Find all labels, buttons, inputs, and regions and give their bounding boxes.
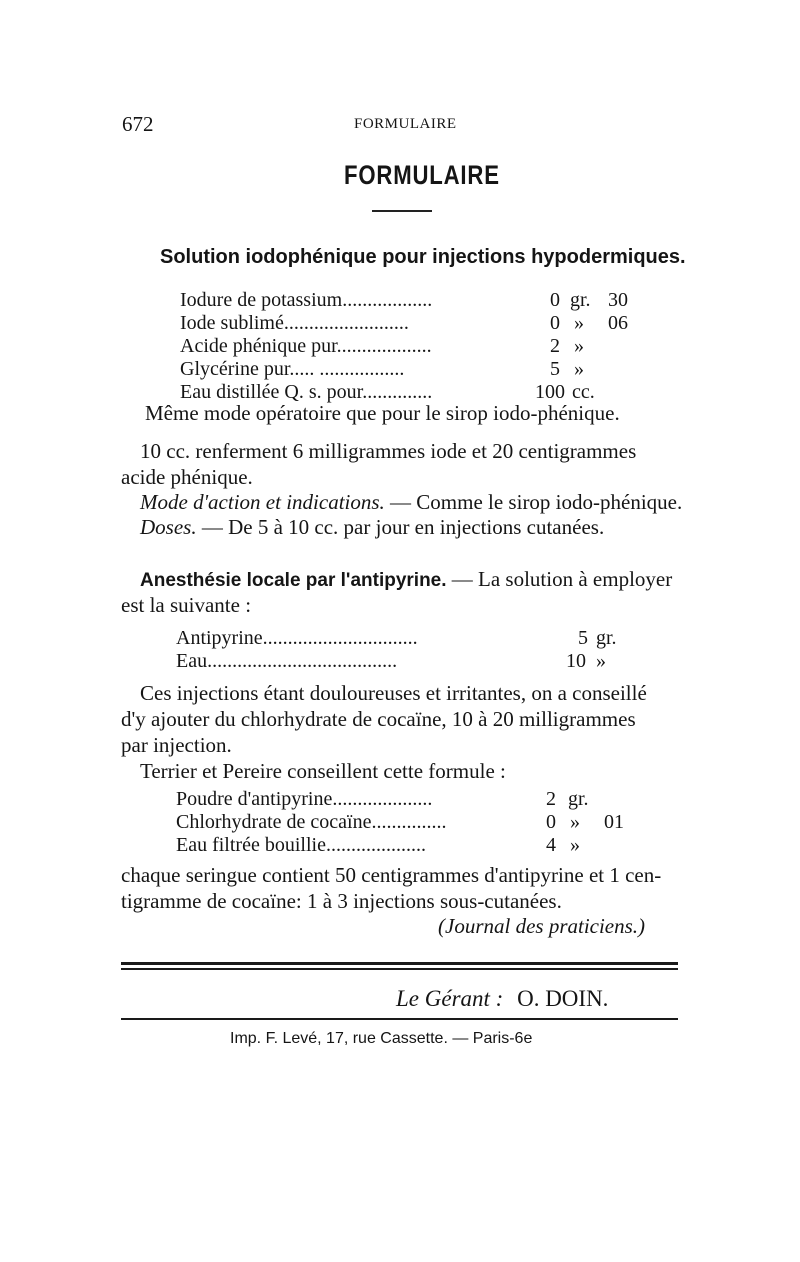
formula-extra: 01 (604, 811, 624, 833)
footer-rule (121, 962, 678, 965)
paragraph-line: tigramme de cocaïne: 1 à 3 injections sous-cutanées. (121, 889, 562, 913)
ingredient-unit: » (574, 312, 584, 334)
terrier-line: Terrier et Pereire conseillent cette formule : (140, 759, 506, 783)
section-heading-label: Anesthésie locale par l'antipyrine. (140, 570, 447, 591)
ingredient-row (176, 626, 636, 650)
mode-action-text: — Comme le sirop iodo-phénique. (384, 490, 683, 514)
formula-qty: 4 (546, 834, 556, 856)
doses-label: Doses. (140, 515, 197, 539)
doses-line (140, 514, 604, 540)
ingredient-row (180, 288, 640, 312)
paragraph-line: par injection. (121, 733, 232, 757)
section-heading-antipyrine (140, 566, 672, 594)
ingredient-row (180, 311, 640, 335)
formula-row (176, 833, 636, 857)
section-heading-text: — La solution à employer (446, 567, 673, 591)
gerant-name: O. DOIN. (517, 986, 609, 1011)
formula-name: Eau filtrée bouillie.................... (176, 834, 426, 856)
ingredient-name: Acide phénique pur................... (180, 335, 432, 357)
gerant-line (396, 986, 608, 1012)
ingredient-qty: 5 (578, 627, 588, 649)
mode-action-line (140, 489, 682, 515)
paragraph-line: d'y ajouter du chlorhydrate de cocaïne, 10 à 20 milligrammes (121, 707, 636, 731)
ingredient-unit: cc. (572, 381, 595, 403)
ingredient-qty: 0 (550, 312, 560, 334)
title-rule (372, 210, 432, 212)
ingredient-extra: 30 (608, 289, 628, 311)
ingredient-row (176, 649, 636, 673)
mode-action-label: Mode d'action et indications. (140, 490, 385, 514)
page-title: FORMULAIRE (344, 160, 500, 190)
formula-qty: 2 (546, 788, 556, 810)
source-citation: (Journal des praticiens.) (438, 914, 646, 938)
paragraph-line: Ces injections étant douloureuses et irritantes, on a conseillé (140, 681, 647, 705)
formula-row (176, 810, 636, 834)
ingredient-qty: 100 (535, 381, 565, 403)
gerant-label: Le Gérant : (396, 986, 504, 1011)
ingredient-name: Eau...................................... (176, 650, 398, 672)
paragraph-line: acide phénique. (121, 465, 253, 489)
ingredient-name: Iodure de potassium.................. (180, 289, 433, 311)
section-heading-iodophenique: Solution iodophénique pour injections hypodermiques. (160, 246, 686, 268)
formula-unit: gr. (568, 788, 589, 810)
ingredient-row (180, 334, 640, 358)
ingredient-unit: gr. (596, 627, 617, 649)
formula-row (176, 787, 636, 811)
paragraph-line: 10 cc. renferment 6 milligrammes iode et 20 centigrammes (140, 439, 637, 463)
paragraph-line: est la suivante : (121, 593, 252, 617)
imprint-line: Imp. F. Levé, 17, rue Cassette. — Paris-6e (230, 1030, 533, 1047)
ingredient-name: Iode sublimé......................... (180, 312, 409, 334)
imprint-rule (121, 1018, 678, 1020)
formula-qty: 0 (546, 811, 556, 833)
ingredient-extra: 06 (608, 312, 628, 334)
ingredient-qty: 10 (566, 650, 586, 672)
ingredient-qty: 2 (550, 335, 560, 357)
ingredient-name: Glycérine pur..... ................. (180, 358, 405, 380)
ingredient-name: Antipyrine............................... (176, 627, 418, 649)
running-head: FORMULAIRE (354, 116, 457, 132)
mode-operatoire-line: Même mode opératoire que pour le sirop iodo-phénique. (145, 401, 620, 425)
formula-unit: » (570, 811, 580, 833)
page-number: 672 (122, 112, 154, 136)
paragraph-line: chaque seringue contient 50 centigrammes d'antipyrine et 1 cen- (121, 863, 662, 887)
formula-name: Poudre d'antipyrine.................... (176, 788, 433, 810)
ingredient-unit: » (574, 358, 584, 380)
ingredient-unit: gr. (570, 289, 591, 311)
formula-name: Chlorhydrate de cocaïne............... (176, 811, 447, 833)
formula-unit: » (570, 834, 580, 856)
ingredient-unit: » (574, 335, 584, 357)
doses-text: — De 5 à 10 cc. par jour en injections cutanées. (196, 515, 605, 539)
ingredient-qty: 5 (550, 358, 560, 380)
ingredient-qty: 0 (550, 289, 560, 311)
ingredient-unit: » (596, 650, 606, 672)
ingredient-row (180, 357, 640, 381)
ingredient-name: Eau distillée Q. s. pour.............. (180, 381, 433, 403)
footer-rule (121, 968, 678, 970)
